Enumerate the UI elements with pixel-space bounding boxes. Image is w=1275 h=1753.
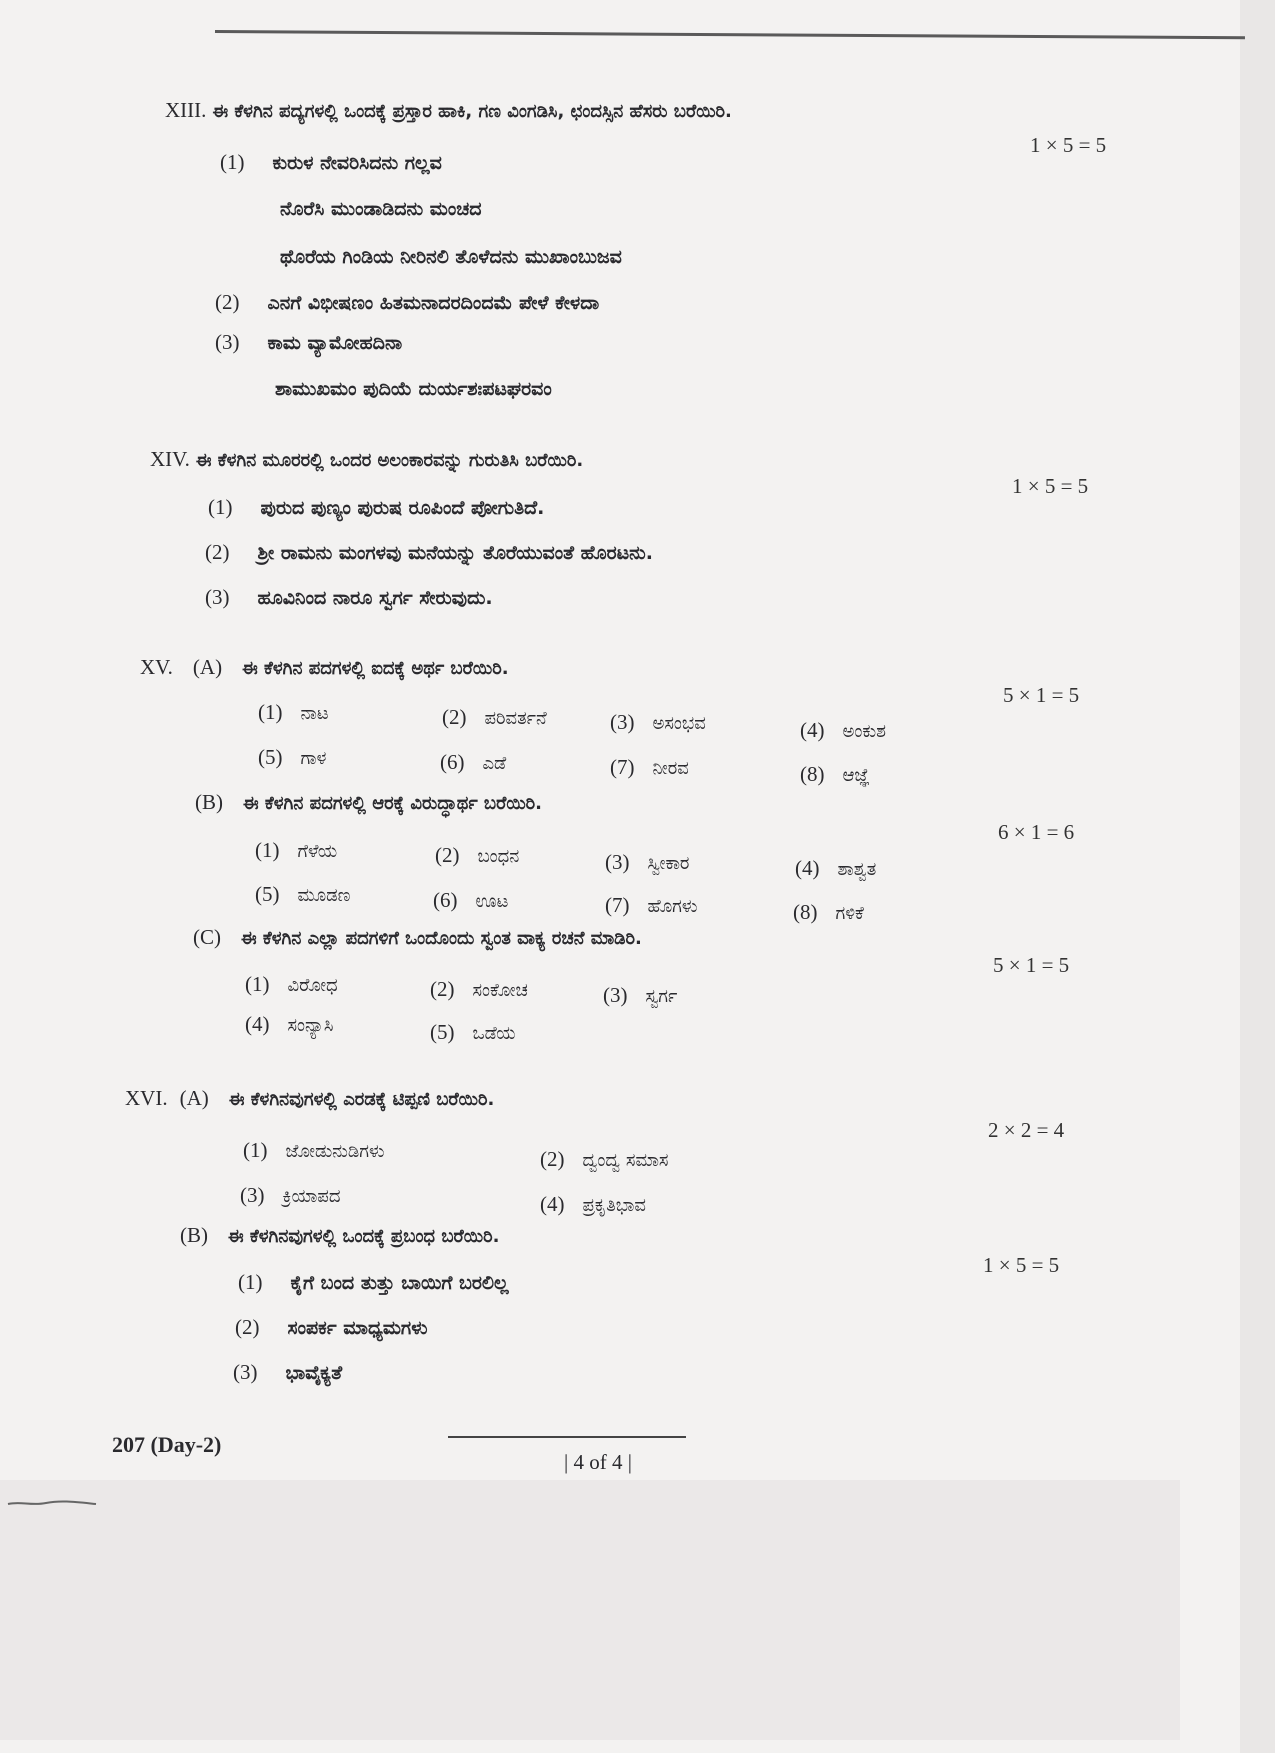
q15-a-item-6-number: (6) <box>440 750 465 774</box>
q14-marks: 1 × 5 = 5 <box>1012 474 1089 498</box>
q15-c-heading <box>193 925 642 950</box>
q16-a-item-2-number: (2) <box>540 1147 565 1171</box>
q15-c-item-5-text: ಒಡೆಯ <box>472 1023 516 1044</box>
q15-a-item-7-text: ನೀರವ <box>652 758 689 779</box>
q15-b-item-1-number: (1) <box>255 838 280 862</box>
q13-item-2 <box>215 290 599 315</box>
q15-b-item-4-text: ಶಾಶ್ವತ <box>837 859 877 880</box>
q16-b-item-2-number: (2) <box>235 1315 260 1339</box>
q16-a-marks: 2 × 2 = 4 <box>988 1118 1065 1142</box>
q16-a-item-1 <box>243 1138 384 1163</box>
q16-a-item-4-number: (4) <box>540 1192 565 1216</box>
q14-item-1 <box>208 495 544 520</box>
q16-b-item-1-number: (1) <box>238 1270 263 1294</box>
q15-b-item-3-text: ಸ್ವೀಕಾರ <box>647 853 690 874</box>
q14-number: XIV. <box>150 447 190 471</box>
q15-c-item-1-text: ವಿರೋಧ <box>287 975 338 996</box>
q15-a-item-7 <box>610 755 689 780</box>
q15-c-item-3-number: (3) <box>603 983 628 1007</box>
q16-b-item-1-text: ಕೈಗೆ ಬಂದ ತುತ್ತು ಬಾಯಿಗೆ ಬರಲಿಲ್ಲ <box>290 1272 509 1294</box>
q15-c-item-1-number: (1) <box>245 972 270 996</box>
q16-a-item-1-text: ಜೋಡುನುಡಿಗಳು <box>285 1141 385 1162</box>
q15-b-item-5 <box>255 882 350 907</box>
q13-item-1-line-3: ಥೊರೆಯ ಗಿಂಡಿಯ ನೀರಿನಲಿ ತೊಳೆದನು ಮುಖಾಂಬುಜವ <box>280 246 622 268</box>
q15-a-item-2-number: (2) <box>442 705 467 729</box>
q15-a-item-5-text: ಗಾಳ <box>300 748 327 769</box>
q16-a-heading <box>125 1086 494 1111</box>
q15-b-item-6-text: ಊಟ <box>475 891 509 912</box>
q16-number: XVI. <box>125 1086 168 1110</box>
q15-c-item-5-number: (5) <box>430 1020 455 1044</box>
q16-b-item-3 <box>233 1360 342 1385</box>
q15-a-item-2 <box>442 705 547 730</box>
q15-b-item-5-number: (5) <box>255 882 280 906</box>
q15-c-item-4 <box>245 1012 333 1037</box>
q16-b-item-3-number: (3) <box>233 1360 258 1384</box>
q15-a-item-2-text: ಪರಿವರ್ತನೆ <box>484 708 547 729</box>
q15-a-item-3-number: (3) <box>610 710 635 734</box>
q16-b-item-2-text: ಸಂಪರ್ಕ ಮಾಧ್ಯಮಗಳು <box>287 1317 428 1339</box>
q15-a-item-5 <box>258 745 326 770</box>
q15-a-heading <box>140 655 509 680</box>
q16-a-item-3 <box>240 1183 340 1208</box>
q16-a-item-1-number: (1) <box>243 1138 268 1162</box>
q15-number: XV. <box>140 655 173 679</box>
q15-b-item-1-text: ಗೆಳೆಯ <box>297 841 338 862</box>
q15-a-item-1 <box>258 700 329 725</box>
q15-a-item-7-number: (7) <box>610 755 635 779</box>
page-number: | 4 of 4 | <box>564 1450 632 1474</box>
q16-b-item-1 <box>238 1270 509 1295</box>
q15-b-item-3-number: (3) <box>605 850 630 874</box>
q16-a-instruction: ಈ ಕೆಳಗಿನವುಗಳಲ್ಲಿ ಎರಡಕ್ಕೆ ಟಿಪ್ಪಣಿ ಬರೆಯಿರಿ. <box>228 1089 495 1110</box>
q15-b-item-7-text: ಹೊಗಳು <box>647 896 698 917</box>
q15-c-item-2-text: ಸಂಕೋಚ <box>472 980 528 1001</box>
q16-a-item-2 <box>540 1147 668 1172</box>
q16-a-item-4 <box>540 1192 646 1217</box>
q15-b-item-2 <box>435 843 519 868</box>
q16-a-item-3-text: ಕ್ರಿಯಾಪದ <box>282 1186 341 1207</box>
q15-a-item-8-text: ಆಜ್ಞೆ <box>842 765 870 786</box>
q15-b-item-2-number: (2) <box>435 843 460 867</box>
q15-c-item-5 <box>430 1020 515 1045</box>
q16-b-item-3-text: ಭಾವೈಕ್ಯತೆ <box>285 1362 343 1384</box>
q13-item-1-number: (1) <box>220 150 245 174</box>
q15-b-heading <box>195 790 542 815</box>
q13-item-1-line-1 <box>220 150 442 175</box>
q15-b-item-7 <box>605 893 697 918</box>
q15-c-item-3-text: ಸ್ವರ್ಗ <box>645 986 678 1007</box>
q15-b-marks: 6 × 1 = 6 <box>998 820 1075 844</box>
q15-c-item-4-text: ಸಂನ್ಯಾಸಿ <box>287 1015 334 1036</box>
q15-b-item-7-number: (7) <box>605 893 630 917</box>
q15-c-item-3 <box>603 983 677 1008</box>
q15-a-item-6-text: ಎಡೆ <box>482 753 507 774</box>
q15-c-item-2-number: (2) <box>430 977 455 1001</box>
q14-item-3 <box>205 585 493 610</box>
sheet-shadow <box>0 1480 1180 1740</box>
q13-heading <box>165 98 732 123</box>
q15-b-item-3 <box>605 850 689 875</box>
q15-a-item-4-number: (4) <box>800 718 825 742</box>
q15-b-item-6-number: (6) <box>433 888 458 912</box>
q15-a-instruction: ಈ ಕೆಳಗಿನ ಪದಗಳಲ್ಲಿ ಐದಕ್ಕೆ ಅರ್ಥ ಬರೆಯಿರಿ. <box>242 658 509 679</box>
q14-item-1-number: (1) <box>208 495 233 519</box>
q15-a-item-6 <box>440 750 506 775</box>
q16-b-label: (B) <box>180 1223 208 1247</box>
q15-b-label: (B) <box>195 790 223 814</box>
q15-b-item-8 <box>793 900 864 925</box>
q13-number: XIII. <box>165 98 207 122</box>
q16-a-item-4-text: ಪ್ರಕೃತಿಭಾವ <box>582 1195 646 1216</box>
q15-a-item-1-text: ನಾಟ <box>300 703 329 724</box>
q15-a-label: (A) <box>192 655 223 679</box>
q13-item-3 <box>215 330 402 355</box>
q15-a-item-8-number: (8) <box>800 762 825 786</box>
q15-b-item-8-number: (8) <box>793 900 818 924</box>
q13-item-3-line-2: ಶಾಮುಖಮಂ ಪುದಿಯೆ ದುರ್ಯಶಃಪಟಘರವಂ <box>275 378 552 400</box>
q15-a-marks: 5 × 1 = 5 <box>1003 683 1080 707</box>
q15-b-item-5-text: ಮೂಡಣ <box>297 885 351 906</box>
scan-smudge-mark <box>6 1498 98 1508</box>
q16-b-marks: 1 × 5 = 5 <box>983 1253 1060 1277</box>
q13-item-2-text: ಎನಗೆ ವಿಭೀಷಣಂ ಹಿತಮನಾದರದಿಂದಮೆ ಪೇಳೆ ಕೇಳದಾ <box>267 292 600 314</box>
q14-item-3-text: ಹೂವಿನಿಂದ ನಾರೂ ಸ್ವರ್ಗ ಸೇರುವುದು. <box>257 587 493 609</box>
footer-divider <box>448 1436 686 1438</box>
q15-b-item-2-text: ಬಂಧನ <box>477 846 520 867</box>
q16-a-label: (A) <box>179 1086 209 1110</box>
q13-item-1-text-1: ಕುರುಳ ನೇವರಿಸಿದನು ಗಲ್ಲವ <box>272 152 442 174</box>
q16-b-instruction: ಈ ಕೆಳಗಿನವುಗಳಲ್ಲಿ ಒಂದಕ್ಕೆ ಪ್ರಬಂಧ ಬರೆಯಿರಿ. <box>228 1226 500 1247</box>
paper-code: 207 (Day-2) <box>112 1432 222 1457</box>
q15-b-instruction: ಈ ಕೆಳಗಿನ ಪದಗಳಲ್ಲಿ ಆರಕ್ಕೆ ವಿರುದ್ಧಾರ್ಥ ಬರೆಯಿರಿ. <box>243 793 543 814</box>
q13-item-3-text-1: ಕಾಮ ವ್ಯಾಮೋಹದಿನಾ <box>267 332 403 354</box>
q15-c-item-2 <box>430 977 528 1002</box>
q15-a-item-8 <box>800 762 870 787</box>
q14-item-2-number: (2) <box>205 540 230 564</box>
q16-b-item-2 <box>235 1315 428 1340</box>
q15-c-label: (C) <box>193 925 221 949</box>
q13-item-2-number: (2) <box>215 290 240 314</box>
q16-a-item-2-text: ದ್ವಂದ್ವ ಸಮಾಸ <box>582 1150 669 1171</box>
q14-item-3-number: (3) <box>205 585 230 609</box>
q15-c-instruction: ಈ ಕೆಳಗಿನ ಎಲ್ಲಾ ಪದಗಳಿಗೆ ಒಂದೊಂದು ಸ್ವಂತ ವಾಕ್ಯ ರಚನೆ ಮಾಡಿರಿ. <box>241 928 642 949</box>
q13-marks: 1 × 5 = 5 <box>1030 133 1107 157</box>
q15-b-item-4-number: (4) <box>795 856 820 880</box>
q15-a-item-4 <box>800 718 886 743</box>
q16-b-heading <box>180 1223 499 1248</box>
q14-item-2 <box>205 540 653 565</box>
q14-instruction: ಈ ಕೆಳಗಿನ ಮೂರರಲ್ಲಿ ಒಂದರ ಅಲಂಕಾರವನ್ನು ಗುರುತಿಸಿ ಬರೆಯಿರಿ. <box>195 450 584 471</box>
q14-item-2-text: ಶ್ರೀ ರಾಮನು ಮಂಗಳವು ಮನೆಯನ್ನು ತೊರೆಯುವಂತೆ ಹೊರಟನು. <box>257 542 653 564</box>
q15-b-item-1 <box>255 838 337 863</box>
q15-c-marks: 5 × 1 = 5 <box>993 953 1070 977</box>
q15-c-item-1 <box>245 972 338 997</box>
q13-item-1-line-2: ನೊರೆಸಿ ಮುಂಡಾಡಿದನು ಮಂಚದ <box>280 198 482 220</box>
q15-c-item-4-number: (4) <box>245 1012 270 1036</box>
q14-item-1-text: ಪುರುದ ಪುಣ್ಯಂ ಪುರುಷ ರೂಪಿಂದೆ ಪೋಗುತಿದೆ. <box>260 497 545 519</box>
q15-a-item-3 <box>610 710 706 735</box>
q15-a-item-3-text: ಅಸಂಭವ <box>652 713 706 734</box>
q15-a-item-5-number: (5) <box>258 745 283 769</box>
q15-a-item-4-text: ಅಂಕುಶ <box>842 721 887 742</box>
q15-b-item-6 <box>433 888 508 913</box>
q14-heading <box>150 447 583 472</box>
q15-b-item-4 <box>795 856 876 881</box>
q16-a-item-3-number: (3) <box>240 1183 265 1207</box>
q13-instruction: ಈ ಕೆಳಗಿನ ಪದ್ಯಗಳಲ್ಲಿ ಒಂದಕ್ಕೆ ಪ್ರಸ್ತಾರ ಹಾಕಿ, ಗಣ ವಿಂಗಡಿಸಿ, ಛಂದಸ್ಸಿನ ಹೆಸರು ಬರೆಯಿರಿ. <box>212 101 732 122</box>
q15-b-item-8-text: ಗಳಿಕೆ <box>835 903 864 924</box>
q15-a-item-1-number: (1) <box>258 700 283 724</box>
q13-item-3-number: (3) <box>215 330 240 354</box>
